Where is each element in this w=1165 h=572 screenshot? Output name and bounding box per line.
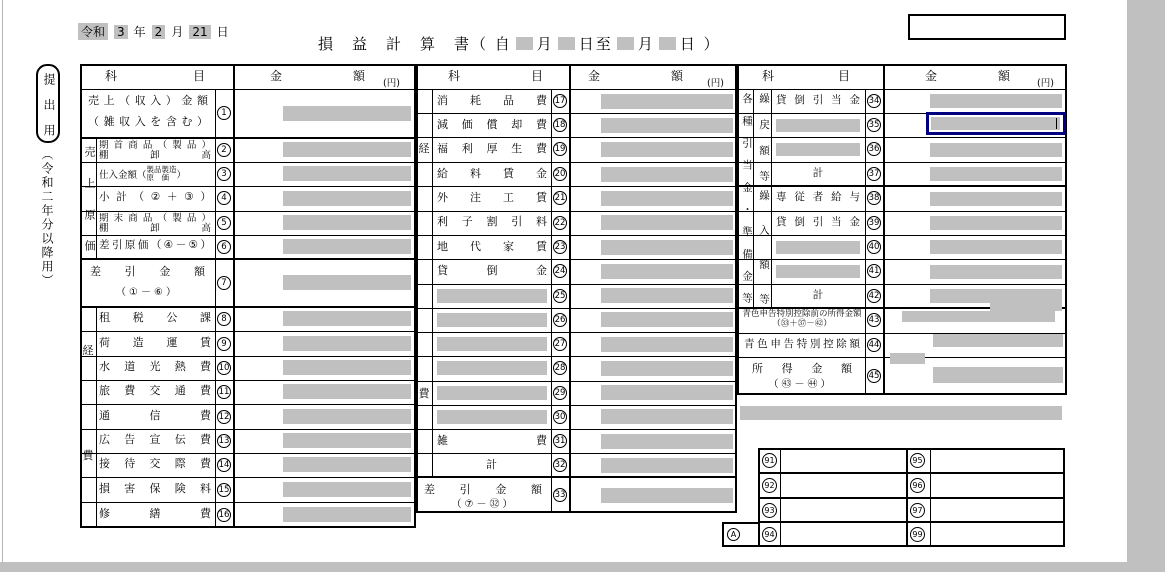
grid-line [80,331,416,332]
subgroup-label-reversal: 繰戻額等 [758,93,770,181]
grid-line [416,332,737,333]
column-header-amount: 金額 [588,69,683,83]
row-label-12: 通信費 [99,409,211,422]
row-label-43b: （㉝＋㊲－㊷） [772,319,832,329]
row-label-42: 計 [812,289,824,301]
amount-input-15[interactable] [283,482,411,497]
title-text: 損 益 計 算 書（ 自 [318,35,512,53]
page-edge-line [2,0,3,562]
year-unit: 年 [133,25,146,39]
amount-input-37[interactable] [930,167,1062,181]
group-label-expenses-top: 経 [418,142,430,155]
row-number-3: 3 [217,167,231,181]
amount-input-34[interactable] [930,94,1062,108]
row-number-45: 45 [867,369,881,383]
row-number-99: 99 [910,527,925,542]
column-header-subject: 科目 [105,69,205,83]
row-number-5: 5 [217,216,231,230]
group-label-cogs: 売上原価 [83,146,96,251]
row-label-3-pre: 仕入金額（ [99,170,147,181]
grid-line [416,235,737,236]
grid-line [80,404,416,405]
grid-line [416,381,737,382]
item-name-input-40[interactable] [776,241,860,254]
amount-input-43-upper[interactable] [990,301,1062,311]
row-number-39: 39 [867,216,881,230]
amount-input-22[interactable] [601,215,733,230]
row-number-41: 41 [867,264,881,278]
grid-line [416,453,737,454]
amount-input-2[interactable] [283,142,411,157]
row-number-4: 4 [217,191,231,205]
grid-line [80,137,416,139]
amount-input-36[interactable] [930,143,1062,157]
row-number-20: 20 [553,167,567,181]
amount-input-29[interactable] [601,385,733,400]
row-number-14: 14 [217,458,231,472]
grid-line [737,211,1067,212]
row-label-13: 広告宣伝費 [99,433,211,446]
day-unit: 日 [216,25,229,39]
row-label-9: 荷造運賃 [99,336,211,349]
item-name-input-28[interactable] [437,361,547,375]
grid-line [737,89,1067,90]
amount-input-45-flag[interactable] [890,353,925,364]
grid-line [865,89,866,395]
amount-input-18[interactable] [601,118,733,133]
submission-copy-label: 提出用 [42,73,56,136]
row-label-23: 地代家賃 [437,240,547,253]
grid-line [416,186,737,187]
grid-line [416,259,737,260]
row-number-9: 9 [217,337,231,351]
row-number-42: 42 [867,289,881,303]
grid-line [737,162,1067,163]
period-from-month-input[interactable] [516,37,533,50]
row-label-6: 差引原価（④－⑤） [99,239,211,251]
row-number-94: 94 [762,527,777,542]
row-number-37: 37 [867,167,881,181]
item-name-input-30[interactable] [437,410,547,424]
grid-line [432,89,433,477]
row-label-32: 計 [486,458,497,471]
grid-line [771,89,772,308]
grid-line [80,211,416,212]
row-number-97: 97 [910,503,925,518]
row-number-1: 1 [217,106,231,120]
row-label-44: 青色申告特別控除額 [744,338,860,350]
amount-input-27[interactable] [601,337,733,352]
amount-input-30[interactable] [601,409,733,424]
grid-line [416,356,737,357]
corner-a-mark: A [727,528,740,541]
column-header-yen: (円) [383,78,400,89]
grid-line [416,211,737,212]
grid-line [416,113,737,114]
row-label-43a: 青色申告特別控除前の所得金額 [742,309,862,319]
grid-line [416,137,737,138]
year-input[interactable]: 3 [114,25,128,39]
amount-input-24[interactable] [601,264,733,279]
row-number-34: 34 [867,94,881,108]
amount-input-9[interactable] [283,336,411,351]
row-number-96: 96 [910,478,925,493]
grid-line [758,497,1065,499]
item-name-input-41[interactable] [776,265,860,278]
item-name-input-29[interactable] [437,386,547,400]
group-label-reserves: 各種引当金・準備金等 [741,93,753,303]
row-number-26: 26 [553,313,567,327]
row-number-10: 10 [217,361,231,375]
amount-input-33[interactable] [601,488,733,503]
form-title [318,33,721,54]
submission-copy-badge [36,64,60,143]
row-number-17: 17 [553,94,567,108]
row-number-11: 11 [217,385,231,399]
row-number-43: 43 [867,313,881,327]
amount-input-16[interactable] [283,507,411,522]
grid-line [416,429,737,430]
row-label-1b: （雑収入を含む） [88,115,208,128]
row-label-3-post: ） [176,170,187,181]
grid-line [80,477,416,478]
amount-input-23[interactable] [601,240,733,255]
row-number-16: 16 [217,508,231,522]
row-number-44: 44 [867,338,881,352]
row-number-95: 95 [910,453,925,468]
era-field[interactable]: 令和 [78,23,108,40]
row-label-5a: 期末商品（製品） [99,213,211,224]
grid-line [80,258,416,260]
item-name-input-36[interactable] [776,143,860,156]
amount-input-35-focus-ring[interactable] [926,112,1066,135]
row-label-31: 雑費 [437,434,547,447]
row-label-22: 利子割引料 [437,215,547,228]
period-to-month-input[interactable] [617,37,634,50]
amount-input-45[interactable] [933,367,1063,383]
row-number-23: 23 [553,240,567,254]
row-label-3 [99,164,213,184]
row-label-7a: 差引金額 [90,265,205,278]
grid-line [416,476,737,478]
amount-input-1[interactable] [283,106,411,121]
row-label-21: 外注工賃 [437,191,547,204]
grid-line [96,138,97,259]
row-label-15: 損害保険料 [99,482,211,495]
column-header-amount: 金額 [925,69,1010,83]
row-number-6: 6 [217,240,231,254]
row-number-13: 13 [217,434,231,448]
grid-line [416,405,737,406]
amount-input-13[interactable] [283,433,411,448]
row-number-91: 91 [762,453,777,468]
title-month2: 月 [637,35,655,53]
day-input[interactable]: 21 [189,25,210,39]
title-day1: 日至 [578,35,613,53]
amount-input-3[interactable] [283,166,411,181]
grid-line [737,185,1067,187]
grid-line [80,162,416,163]
grid-line [80,235,416,236]
item-name-input-27[interactable] [437,337,547,351]
amount-input-20[interactable] [601,167,733,182]
column-header-subject: 科目 [448,69,543,83]
column-header-yen: (円) [1037,78,1054,89]
grid-line [233,64,235,528]
amount-input-14[interactable] [283,457,411,472]
row-number-12: 12 [217,410,231,424]
row-number-33: 33 [553,488,567,502]
item-name-input-35[interactable] [776,119,860,132]
amount-input-17[interactable] [601,94,733,109]
grid-line [96,307,97,528]
amount-input-26[interactable] [601,312,733,327]
row-label-4: 小計（②＋③） [99,191,211,203]
amount-input-25[interactable] [601,288,733,303]
row-number-38: 38 [867,191,881,205]
amount-input-6[interactable] [283,239,411,254]
grid-line [737,259,1067,260]
grid-line [80,429,416,430]
date-line [78,23,229,40]
row-number-18: 18 [553,118,567,132]
row-label-16: 修繕費 [99,507,211,520]
group-label-expenses-top: 経 [82,344,94,357]
item-name-input-25[interactable] [437,289,547,303]
row-label-33a: 差引金額 [424,483,542,496]
month-input[interactable]: 2 [152,25,166,39]
grid-line [569,64,571,513]
amount-input-35[interactable] [931,117,1060,130]
title-month1: 月 [536,35,554,53]
amount-input-11[interactable] [283,384,411,399]
row-number-2: 2 [217,143,231,157]
row-label-45a: 所得金額 [752,362,852,375]
row-number-21: 21 [553,191,567,205]
amount-input-43[interactable] [902,311,1055,322]
year-note-label: （令和二年分以降用） [40,148,54,288]
row-label-37: 計 [812,167,824,179]
grid-line [737,137,1067,138]
row-number-29: 29 [553,386,567,400]
grid-line [80,356,416,357]
row-label-1a: 売上（収入）金額 [88,94,208,107]
row-label-10: 水道光熱費 [99,360,211,373]
amount-input-5[interactable] [283,215,411,230]
month-unit: 月 [171,25,184,39]
period-from-day-input[interactable] [558,37,575,50]
grid-line [416,308,737,309]
amount-input-4[interactable] [283,191,411,206]
row-label-19: 福利厚生費 [437,142,547,155]
period-to-day-input[interactable] [659,37,676,50]
row-number-31: 31 [553,434,567,448]
grid-line [758,472,1065,474]
amount-input-39[interactable] [930,216,1062,230]
grid-line [416,89,737,90]
amount-input-12[interactable] [283,409,411,424]
row-number-24: 24 [553,264,567,278]
row-label-45b: （㊸－㊹） [768,379,834,390]
grid-line [80,89,416,90]
row-label-24: 貸倒金 [437,264,547,277]
row-number-93: 93 [762,503,777,518]
row-number-19: 19 [553,142,567,156]
row-number-27: 27 [553,337,567,351]
row-label-33b: （⑦－㉜） [451,499,516,510]
row-number-15: 15 [217,483,231,497]
grid-line [80,502,416,503]
row-number-30: 30 [553,410,567,424]
grid-line [80,186,416,187]
grid-line [215,89,216,528]
row-label-7b: （①－⑥） [116,287,179,298]
group-label-expenses-bottom: 費 [418,387,430,400]
row-label-2b: 棚卸高 [99,150,211,161]
grid-line [551,89,552,513]
grid-line [80,380,416,381]
row-number-40: 40 [867,240,881,254]
amount-input-28[interactable] [601,361,733,376]
row-label-2a: 期首商品（製品） [99,140,211,151]
amount-input-10[interactable] [283,360,411,375]
row-number-25: 25 [553,289,567,303]
grid-line [737,235,1067,236]
grid-line [80,453,416,454]
row-number-32: 32 [553,458,567,472]
grid-line [80,306,416,308]
amount-input-7[interactable] [283,275,411,290]
row-label-11: 旅費交通費 [99,384,211,397]
amount-input-40[interactable] [930,240,1062,254]
amount-input-8[interactable] [283,311,411,326]
column-header-yen: (円) [707,78,724,89]
amount-input-21[interactable] [601,191,733,206]
grid-line [737,284,1067,285]
column-header-amount: 金額 [270,69,365,83]
grid-line [416,162,737,163]
note-input-bar[interactable] [740,406,1062,420]
row-number-92: 92 [762,478,777,493]
row-number-36: 36 [867,142,881,156]
grid-line [753,89,754,308]
title-day2: 日 ） [679,35,721,53]
row-label-3-stack2: 原 価 [146,173,170,182]
row-number-35: 35 [867,118,881,132]
subgroup-label-addition: 繰入額等 [758,190,770,304]
amount-input-31[interactable] [601,434,733,449]
row-number-22: 22 [553,216,567,230]
row-label-20: 給料賃金 [437,167,547,180]
amount-input-19[interactable] [601,142,733,157]
column-header-subject: 科目 [762,69,850,83]
row-label-39: 貸倒引当金 [776,216,860,228]
row-number-28: 28 [553,361,567,375]
row-number-8: 8 [217,312,231,326]
grid-line [758,521,1065,523]
group-label-expenses-bottom: 費 [82,449,94,462]
amount-input-41[interactable] [930,265,1062,279]
row-label-18: 減価償却費 [437,118,547,131]
row-label-34: 貸倒引当金 [776,94,860,106]
row-label-3-stack1: 製品製造 [146,164,177,174]
amount-input-44[interactable] [933,334,1063,347]
row-label-17: 消耗品費 [437,94,547,107]
amount-input-38[interactable] [930,192,1062,206]
amount-input-32[interactable] [601,458,733,473]
item-name-input-26[interactable] [437,313,547,327]
grid-line [416,284,737,285]
row-label-14: 接待交際費 [99,457,211,470]
row-label-38: 専従者給与 [776,191,860,203]
text-caret [1056,118,1057,129]
row-label-8: 租税公課 [99,311,211,324]
row-label-5b: 棚卸高 [99,223,211,234]
reference-number-box[interactable] [908,14,1066,40]
row-number-7: 7 [217,276,231,290]
